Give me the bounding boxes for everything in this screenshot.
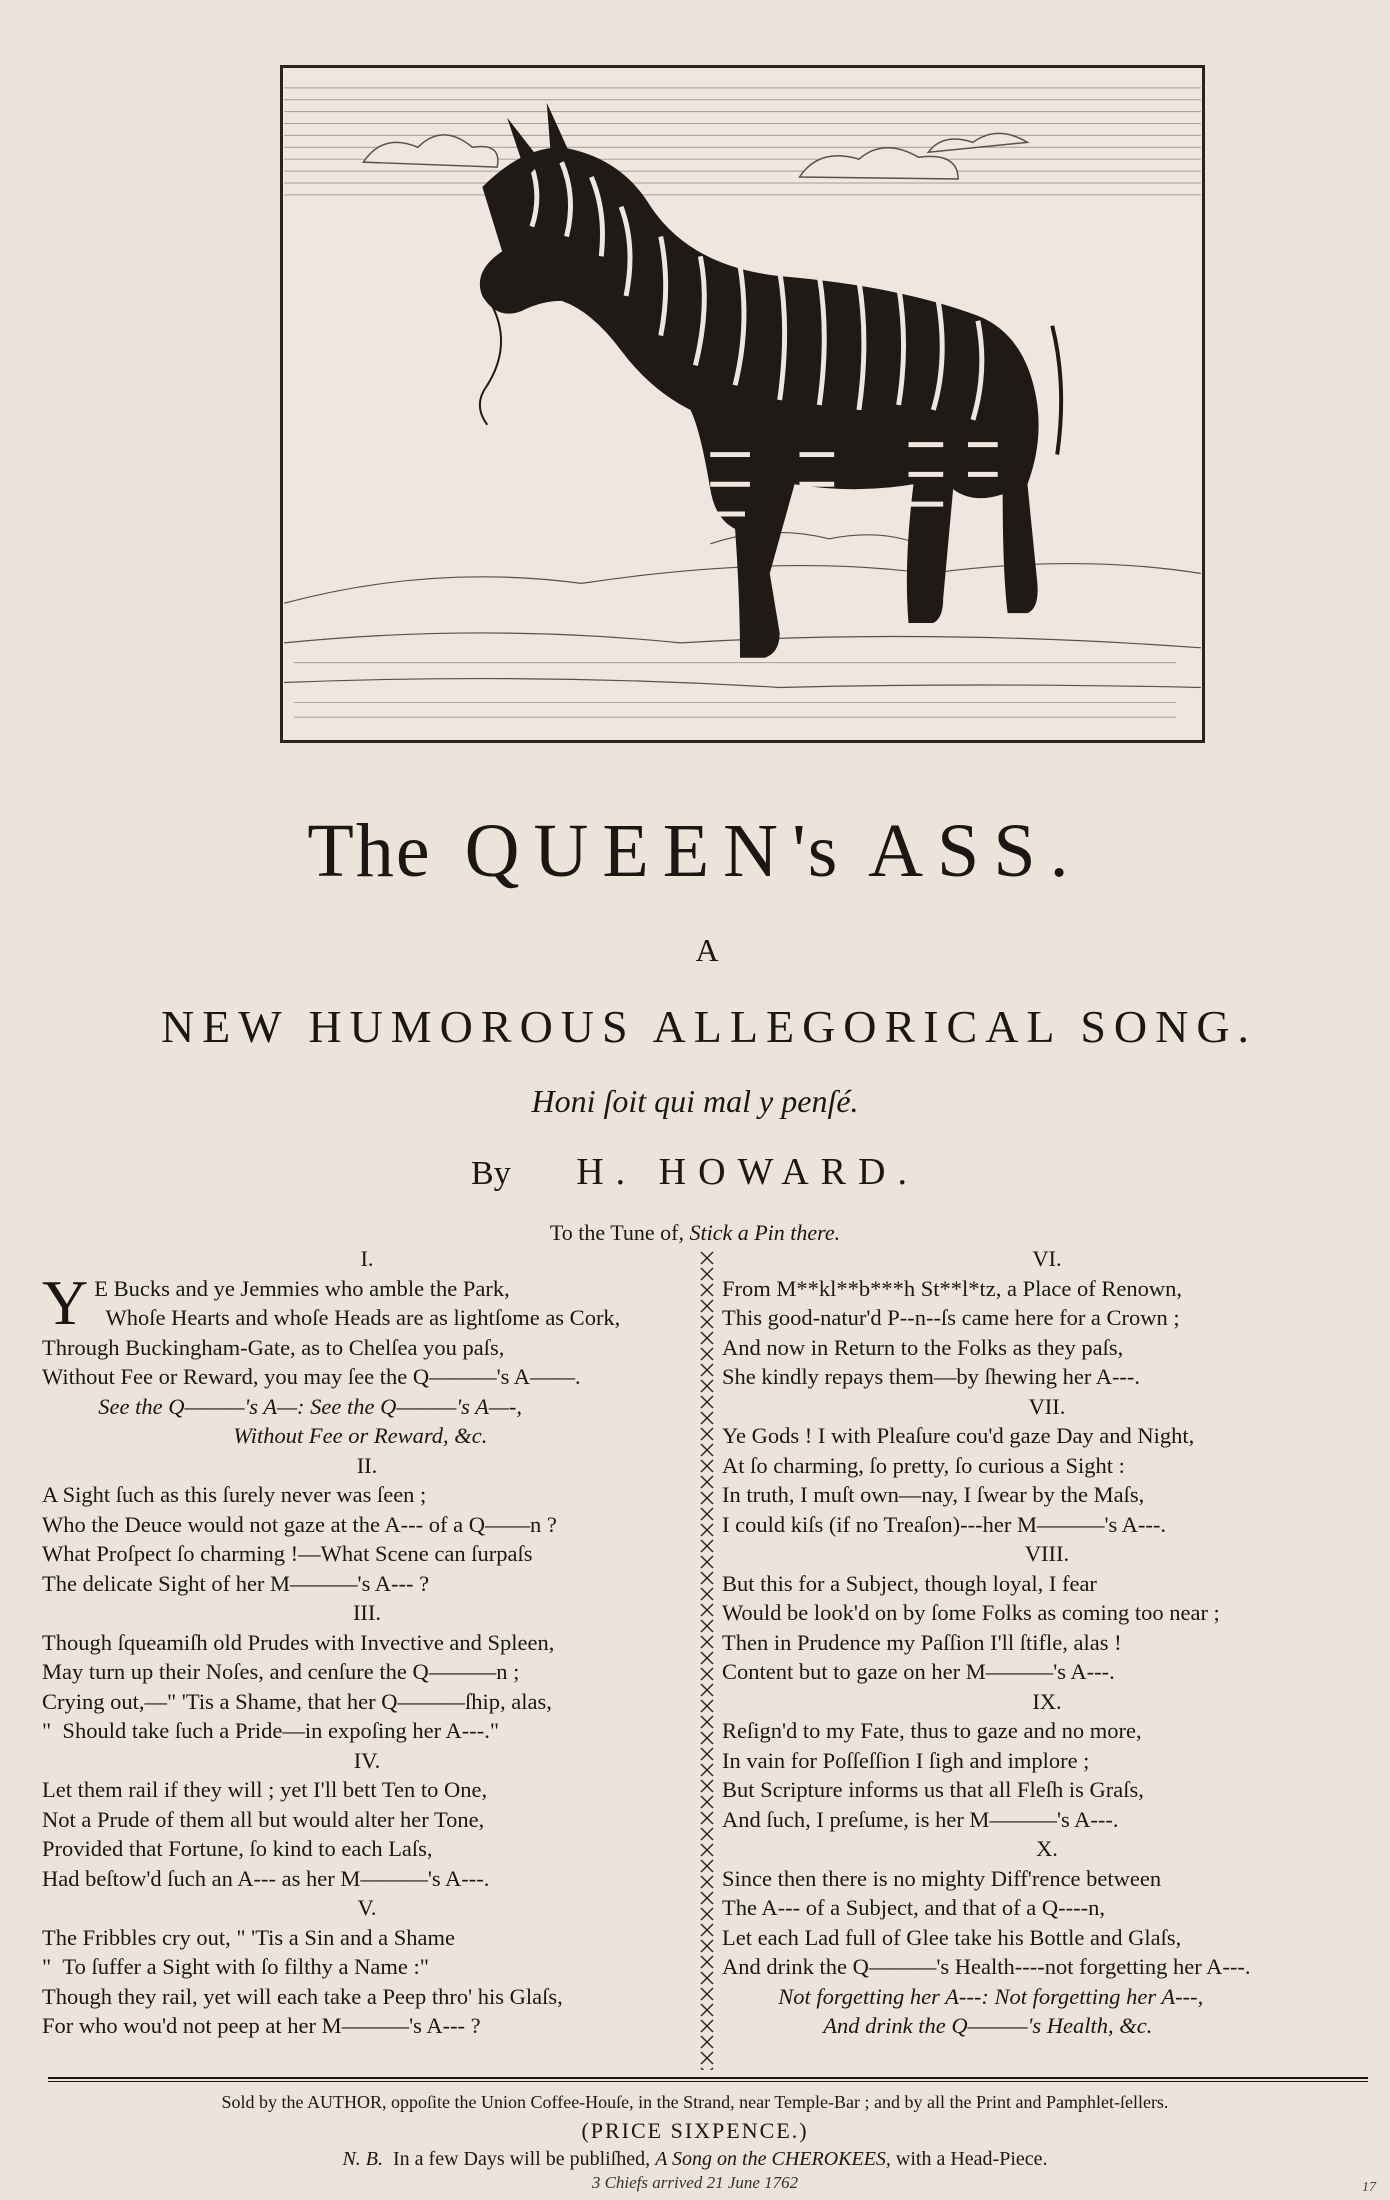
verse-line: May turn up their Noſes, and cenſure the Q———n ; — [42, 1659, 520, 1684]
zebra-engraving — [280, 65, 1205, 743]
chorus-line: Without Fee or Reward, &c. — [42, 1423, 488, 1448]
verse-line: I could kiſs (if no Treaſon)---her M———'s A---. — [722, 1511, 1166, 1537]
chorus-line: See the Q———'s A—: See the Q———'s A—-, — [42, 1393, 523, 1419]
verse-line: Crying out,—" 'Tis a Shame, that her Q———ſhip, alas, — [42, 1688, 552, 1714]
verse-line: But Scripture informs us that all Fleſh is Graſs, — [722, 1777, 1144, 1802]
footer-notice — [0, 2148, 1390, 2171]
verse-line: Had beſtow'd ſuch an A--- as her M———'s A---. — [42, 1865, 490, 1891]
stanza-number: VIII. — [1024, 1541, 1070, 1566]
footer-nb-text: In a few Days will be publiſhed, — [393, 2148, 651, 2170]
stanza-number: I. — [360, 1246, 374, 1271]
stanza-number: III. — [352, 1600, 382, 1625]
footer-nb-title: A Song on the CHEROKEES, — [655, 2148, 891, 2170]
footer-nb-suffix: with a Head-Piece. — [895, 2148, 1048, 2170]
verse-line: " Should take ſuch a Pride—in expoſing her A---." — [42, 1718, 500, 1743]
stanza-number: IV. — [353, 1747, 381, 1773]
verse-line: Then in Prudence my Paſſion I'll ſtifle, alas ! — [722, 1629, 1122, 1655]
motto: Honi ſoit qui mal y penſé. — [531, 1083, 859, 1119]
verse-line: At ſo charming, ſo pretty, ſo curious a Sight : — [722, 1452, 1125, 1478]
verse-line: And ſuch, I preſume, is her M———'s A---. — [722, 1806, 1119, 1832]
title-the: The — [307, 809, 432, 893]
page-title — [0, 808, 1390, 895]
stanza-number: V. — [357, 1895, 377, 1920]
footer-nb-prefix: N. B. — [342, 2148, 384, 2170]
verse-line: For who wou'd not peep at her M———'s A--- ? — [42, 2013, 481, 2038]
verse-line: And now in Return to the Folks as they paſs, — [722, 1334, 1124, 1360]
title-article: A — [695, 932, 725, 968]
verse-line: The Fribbles cry out, " 'Tis a Sin and a Shame — [42, 1924, 455, 1950]
drop-cap: Y — [42, 1266, 89, 1338]
tune-line — [0, 1220, 1390, 1246]
chorus-line: And drink the Q———'s Health, &c. — [722, 2013, 1153, 2038]
verse-line: In truth, I muſt own—nay, I ſwear by the Maſs, — [722, 1482, 1145, 1507]
verse-line: From M**kl**b***h St**l*tz, a Place of Renown, — [722, 1275, 1182, 1301]
verse-line: The delicate Sight of her M———'s A--- ? — [42, 1570, 430, 1596]
verse-line: She kindly repays them—by ſhewing her A---. — [722, 1364, 1141, 1389]
zebra-illustration — [283, 68, 1202, 740]
stanza-number: II. — [356, 1452, 378, 1478]
title-possessive: 's — [792, 809, 840, 893]
verse-line-text: E Bucks and ye Jemmies who amble the Park, — [94, 1275, 510, 1301]
verse-line: Not a Prude of them all but would alter her Tone, — [42, 1806, 485, 1832]
byline — [0, 1150, 1390, 1194]
verse-line: Who the Deuce would not gaze at the A--- of a Q——n ? — [42, 1511, 557, 1537]
stanza-number: X. — [1036, 1836, 1058, 1861]
verse-line: In vain for Poſſeſſion I ſigh and implore ; — [722, 1747, 1090, 1773]
footer-price: (PRICE SIXPENCE.) — [581, 2118, 809, 2143]
page-mark: 17 — [1362, 2180, 1376, 2195]
left-column — [42, 1244, 692, 2041]
stanza-number: VII. — [1028, 1393, 1066, 1419]
footer-rule — [48, 2077, 1368, 2079]
stanza-number: VI. — [1032, 1246, 1062, 1271]
chorus-line: Not forgetting her A---: Not forgetting her A---, — [722, 1983, 1204, 2009]
handwritten-note: 3 Chiefs arrived 21 June 1762 — [591, 2173, 799, 2192]
verse-line: Reſign'd to my Fate, thus to gaze and no more, — [722, 1718, 1142, 1743]
footer-rule-thin — [48, 2081, 1368, 2082]
verse-line: Ye Gods ! I with Pleaſure cou'd gaze Day and Night, — [722, 1423, 1195, 1448]
verse-line: Through Buckingham-Gate, as to Chelſea you paſs, — [42, 1334, 505, 1360]
verse-line: Since then there is no mighty Diff'rence between — [722, 1865, 1162, 1891]
verse-line: Let each Lad full of Glee take his Bottle and Glaſs, — [722, 1924, 1182, 1950]
title-queen: QUEEN — [464, 809, 793, 893]
verse-line: The A--- of a Subject, and that of a Q----n, — [722, 1895, 1105, 1920]
verse-line: What Proſpect ſo charming !—What Scene can ſurpaſs — [42, 1541, 533, 1566]
byline-by: By — [471, 1155, 511, 1192]
tune-prefix: To the Tune of, — [549, 1220, 684, 1245]
verse-line: Would be look'd on by ſome Folks as coming too near ; — [722, 1600, 1220, 1625]
verse-line: Let them rail if they will ; yet I'll bett Ten to One, — [42, 1777, 488, 1802]
footer-sold-by: Sold by the AUTHOR, oppoſite the Union Coffee-Houſe, in the Strand, near Temple-Bar ; and by all the Print and Pamphlet-ſellers. — [221, 2092, 1169, 2112]
verse-line: Without Fee or Reward, you may ſee the Q———'s A——. — [42, 1364, 581, 1389]
title-ass: ASS. — [868, 809, 1083, 893]
byline-author: H. HOWARD. — [576, 1151, 919, 1193]
verse-line: Though they rail, yet will each take a Peep thro' his Glaſs, — [42, 1983, 563, 2009]
right-column — [722, 1244, 1372, 2041]
verse-line: But this for a Subject, though loyal, I fear — [722, 1570, 1097, 1596]
verse-line: Whoſe Hearts and whoſe Heads are as lightſome as Cork, — [94, 1305, 621, 1330]
verse-line: A Sight ſuch as this ſurely never was ſeen ; — [42, 1482, 427, 1507]
verse-line: This good-natur'd P--n--ſs came here for a Crown ; — [722, 1305, 1180, 1330]
verse-line: Though ſqueamiſh old Prudes with Invective and Spleen, — [42, 1629, 555, 1655]
tune-name: Stick a Pin there. — [689, 1220, 841, 1245]
verse-line: Content but to gaze on her M———'s A---. — [722, 1659, 1115, 1684]
verse-line: Provided that Fortune, ſo kind to each Laſs, — [42, 1836, 433, 1861]
verse-line: " To ſuffer a Sight with ſo filthy a Name :" — [42, 1954, 429, 1979]
verse-line: And drink the Q———'s Health----not forgetting her A---. — [722, 1954, 1251, 1979]
stanza-number: IX. — [1032, 1688, 1062, 1714]
column-divider — [697, 1250, 717, 2070]
subtitle: NEW HUMOROUS ALLEGORICAL SONG. — [160, 1001, 1258, 1052]
